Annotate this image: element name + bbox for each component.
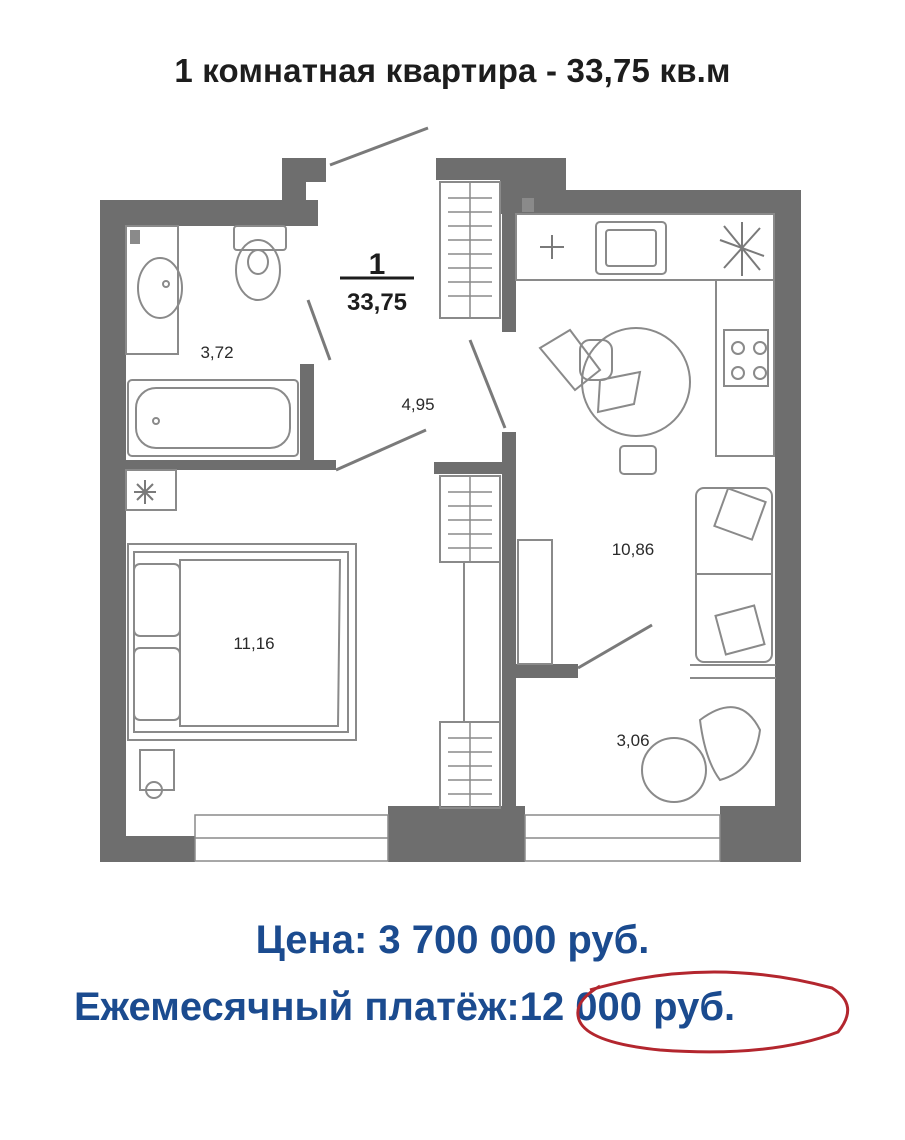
room-area-balcony: 3,06 bbox=[616, 731, 650, 750]
monthly-payment-value: 12 000 руб. bbox=[519, 985, 736, 1029]
hangers bbox=[448, 182, 492, 808]
room-area-hallway: 4,95 bbox=[401, 395, 435, 414]
room-area-bathroom: 3,72 bbox=[200, 343, 234, 362]
apartment-rooms-label: 1 bbox=[368, 248, 386, 281]
price-label: Цена: 3 700 000 руб. bbox=[255, 918, 650, 962]
highlight-circle bbox=[570, 960, 860, 1060]
furniture bbox=[126, 182, 774, 808]
room-area-kitchen-living: 10,86 bbox=[611, 540, 655, 559]
monthly-payment-label: Ежемесячный платёж: bbox=[74, 985, 520, 1029]
apartment-area-label: 33,75 bbox=[346, 289, 408, 316]
room-area-bedroom: 11,16 bbox=[233, 634, 275, 653]
page-title: 1 комнатная квартира - 33,75 кв.м bbox=[174, 52, 731, 89]
